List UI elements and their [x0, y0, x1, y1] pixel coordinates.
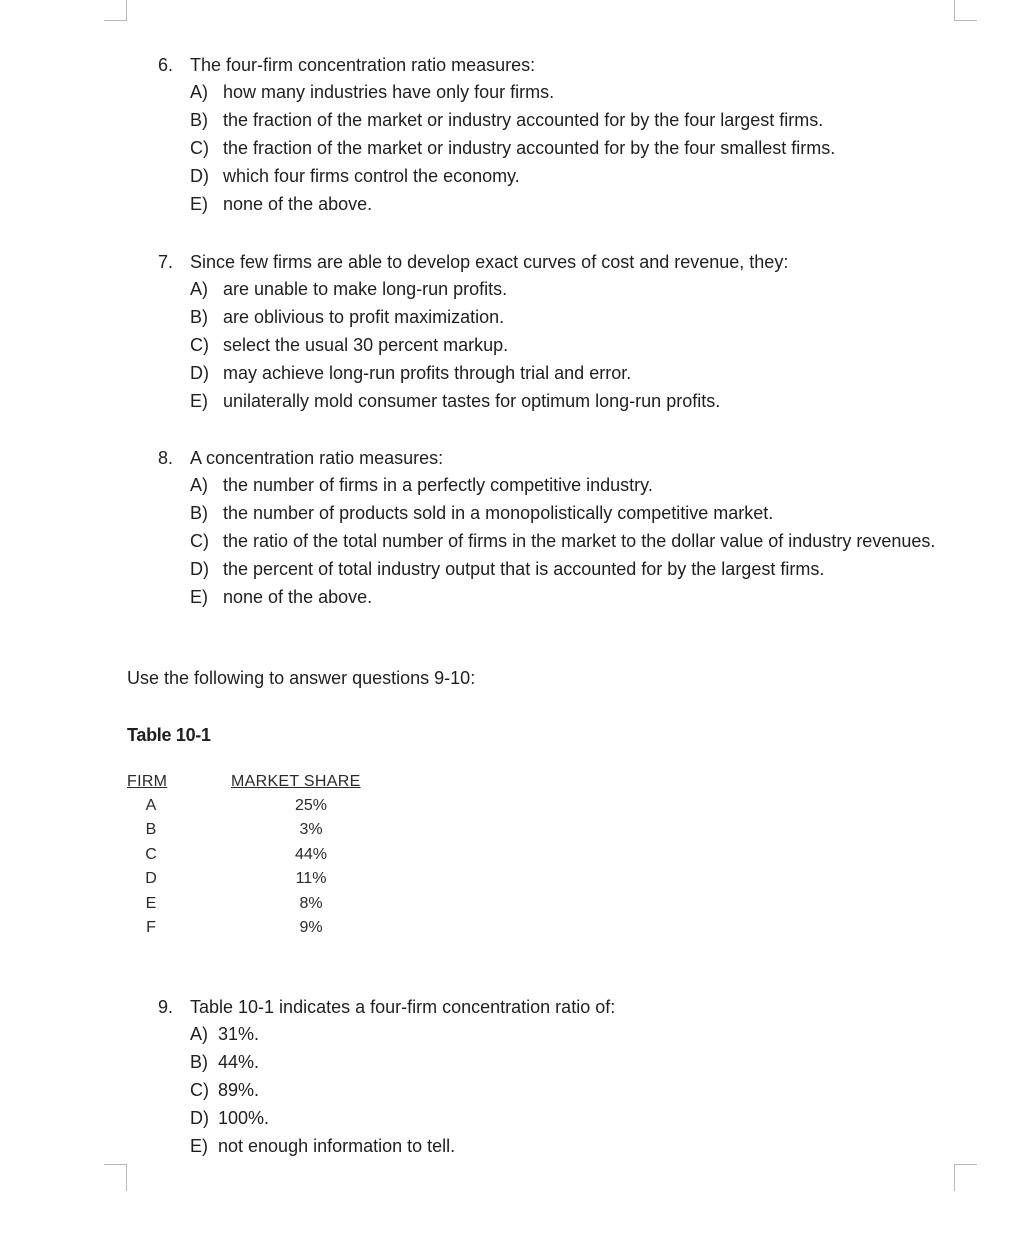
option-text: the number of products sold in a monopolistically competitive market. [223, 503, 774, 523]
firm-cell: C [145, 846, 157, 863]
question-number: 9. [158, 997, 174, 1017]
option-text: the percent of total industry output that is accounted for by the largest firms. [223, 559, 825, 579]
answer-option-b [158, 500, 938, 528]
table-row [127, 843, 407, 867]
option-text: how many industries have only four firms. [223, 82, 555, 102]
instructions-text: Use the following to answer questions 9-10: [127, 668, 476, 688]
question-text: Table 10-1 indicates a four-firm concentration ratio of: [190, 997, 616, 1017]
option-text: are oblivious to profit maximization. [223, 307, 505, 327]
question-7 [158, 248, 938, 416]
option-text: 89%. [218, 1080, 260, 1100]
option-letter: B) [190, 503, 208, 523]
market-share-cell: 44% [294, 846, 328, 863]
question-stem [158, 993, 938, 1021]
option-text: which four firms control the economy. [223, 166, 520, 186]
option-letter: D) [190, 559, 209, 579]
option-text: 44%. [218, 1052, 260, 1072]
option-letter: C) [190, 531, 209, 551]
firm-cell: B [145, 821, 157, 838]
table-row [127, 867, 407, 891]
option-text: select the usual 30 percent markup. [223, 335, 509, 355]
question-stem [158, 51, 938, 79]
firm-cell: E [145, 895, 157, 912]
firm-cell: D [145, 870, 157, 887]
option-letter: E) [190, 391, 208, 411]
page-corner-mark-top-left [104, 0, 127, 21]
option-letter: A) [190, 475, 208, 495]
table-row [127, 892, 407, 916]
answer-option-d [158, 556, 938, 584]
page-corner-mark-bottom-left [104, 1164, 127, 1191]
answer-option-e [158, 1133, 938, 1161]
option-letter: C) [190, 1080, 209, 1100]
answer-option-a [158, 79, 938, 107]
option-text: the fraction of the market or industry accounted for by the four smallest firms. [223, 138, 836, 158]
table-row [127, 818, 407, 842]
option-text: none of the above. [223, 587, 373, 607]
answer-option-a [158, 1021, 938, 1049]
question-6 [158, 51, 938, 219]
table-title: Table 10-1 [127, 725, 211, 745]
page-corner-mark-bottom-right [954, 1164, 977, 1191]
question-9 [158, 993, 938, 1161]
answer-option-c [158, 1077, 938, 1105]
question-text: Since few firms are able to develop exact curves of cost and revenue, they: [190, 252, 789, 272]
answer-option-c [158, 332, 938, 360]
option-letter: D) [190, 363, 209, 383]
option-letter: C) [190, 335, 209, 355]
option-text: may achieve long-run profits through trial and error. [223, 363, 632, 383]
question-number: 7. [158, 252, 174, 272]
question-stem [158, 444, 938, 472]
firm-cell: A [145, 797, 157, 814]
option-text: the fraction of the market or industry accounted for by the four largest firms. [223, 110, 824, 130]
option-text: the ratio of the total number of firms in the market to the dollar value of industry revenues. [223, 531, 936, 551]
option-letter: C) [190, 138, 209, 158]
option-text: none of the above. [223, 194, 373, 214]
answer-option-e [158, 388, 938, 416]
option-letter: A) [190, 82, 208, 102]
option-letter: D) [190, 1108, 209, 1128]
answer-option-d [158, 163, 938, 191]
option-text: the number of firms in a perfectly competitive industry. [223, 475, 653, 495]
option-letter: A) [190, 279, 208, 299]
option-text: not enough information to tell. [218, 1136, 456, 1156]
option-text: 100%. [218, 1108, 270, 1128]
answer-option-b [158, 107, 938, 135]
market-share-cell: 8% [299, 895, 323, 912]
question-text: A concentration ratio measures: [190, 448, 444, 468]
question-number: 8. [158, 448, 174, 468]
question-8 [158, 444, 938, 612]
answer-option-c [158, 135, 938, 163]
column-header-firm: FIRM [127, 773, 168, 790]
answer-option-e [158, 191, 938, 219]
market-share-cell: 25% [294, 797, 328, 814]
answer-option-b [158, 304, 938, 332]
answer-option-c [158, 528, 938, 556]
option-letter: B) [190, 110, 208, 130]
answer-option-e [158, 584, 938, 612]
page-corner-mark-top-right [954, 0, 977, 21]
answer-option-d [158, 1105, 938, 1133]
option-letter: E) [190, 194, 208, 214]
option-letter: A) [190, 1024, 208, 1044]
table-row [127, 916, 407, 940]
table-row [127, 794, 407, 818]
option-letter: D) [190, 166, 209, 186]
option-letter: E) [190, 1136, 208, 1156]
answer-option-b [158, 1049, 938, 1077]
answer-option-a [158, 276, 938, 304]
firm-cell: F [146, 919, 156, 936]
question-stem [158, 248, 938, 276]
column-header-market-share: MARKET SHARE [231, 773, 361, 790]
option-text: are unable to make long-run profits. [223, 279, 508, 299]
option-text: unilaterally mold consumer tastes for optimum long-run profits. [223, 391, 721, 411]
market-share-cell: 3% [299, 821, 323, 838]
option-letter: B) [190, 1052, 208, 1072]
question-number: 6. [158, 55, 174, 75]
market-share-cell: 9% [299, 919, 323, 936]
option-letter: B) [190, 307, 208, 327]
market-share-cell: 11% [295, 870, 327, 887]
answer-option-d [158, 360, 938, 388]
answer-option-a [158, 472, 938, 500]
option-text: 31%. [218, 1024, 260, 1044]
option-letter: E) [190, 587, 208, 607]
question-text: The four-firm concentration ratio measures: [190, 55, 536, 75]
